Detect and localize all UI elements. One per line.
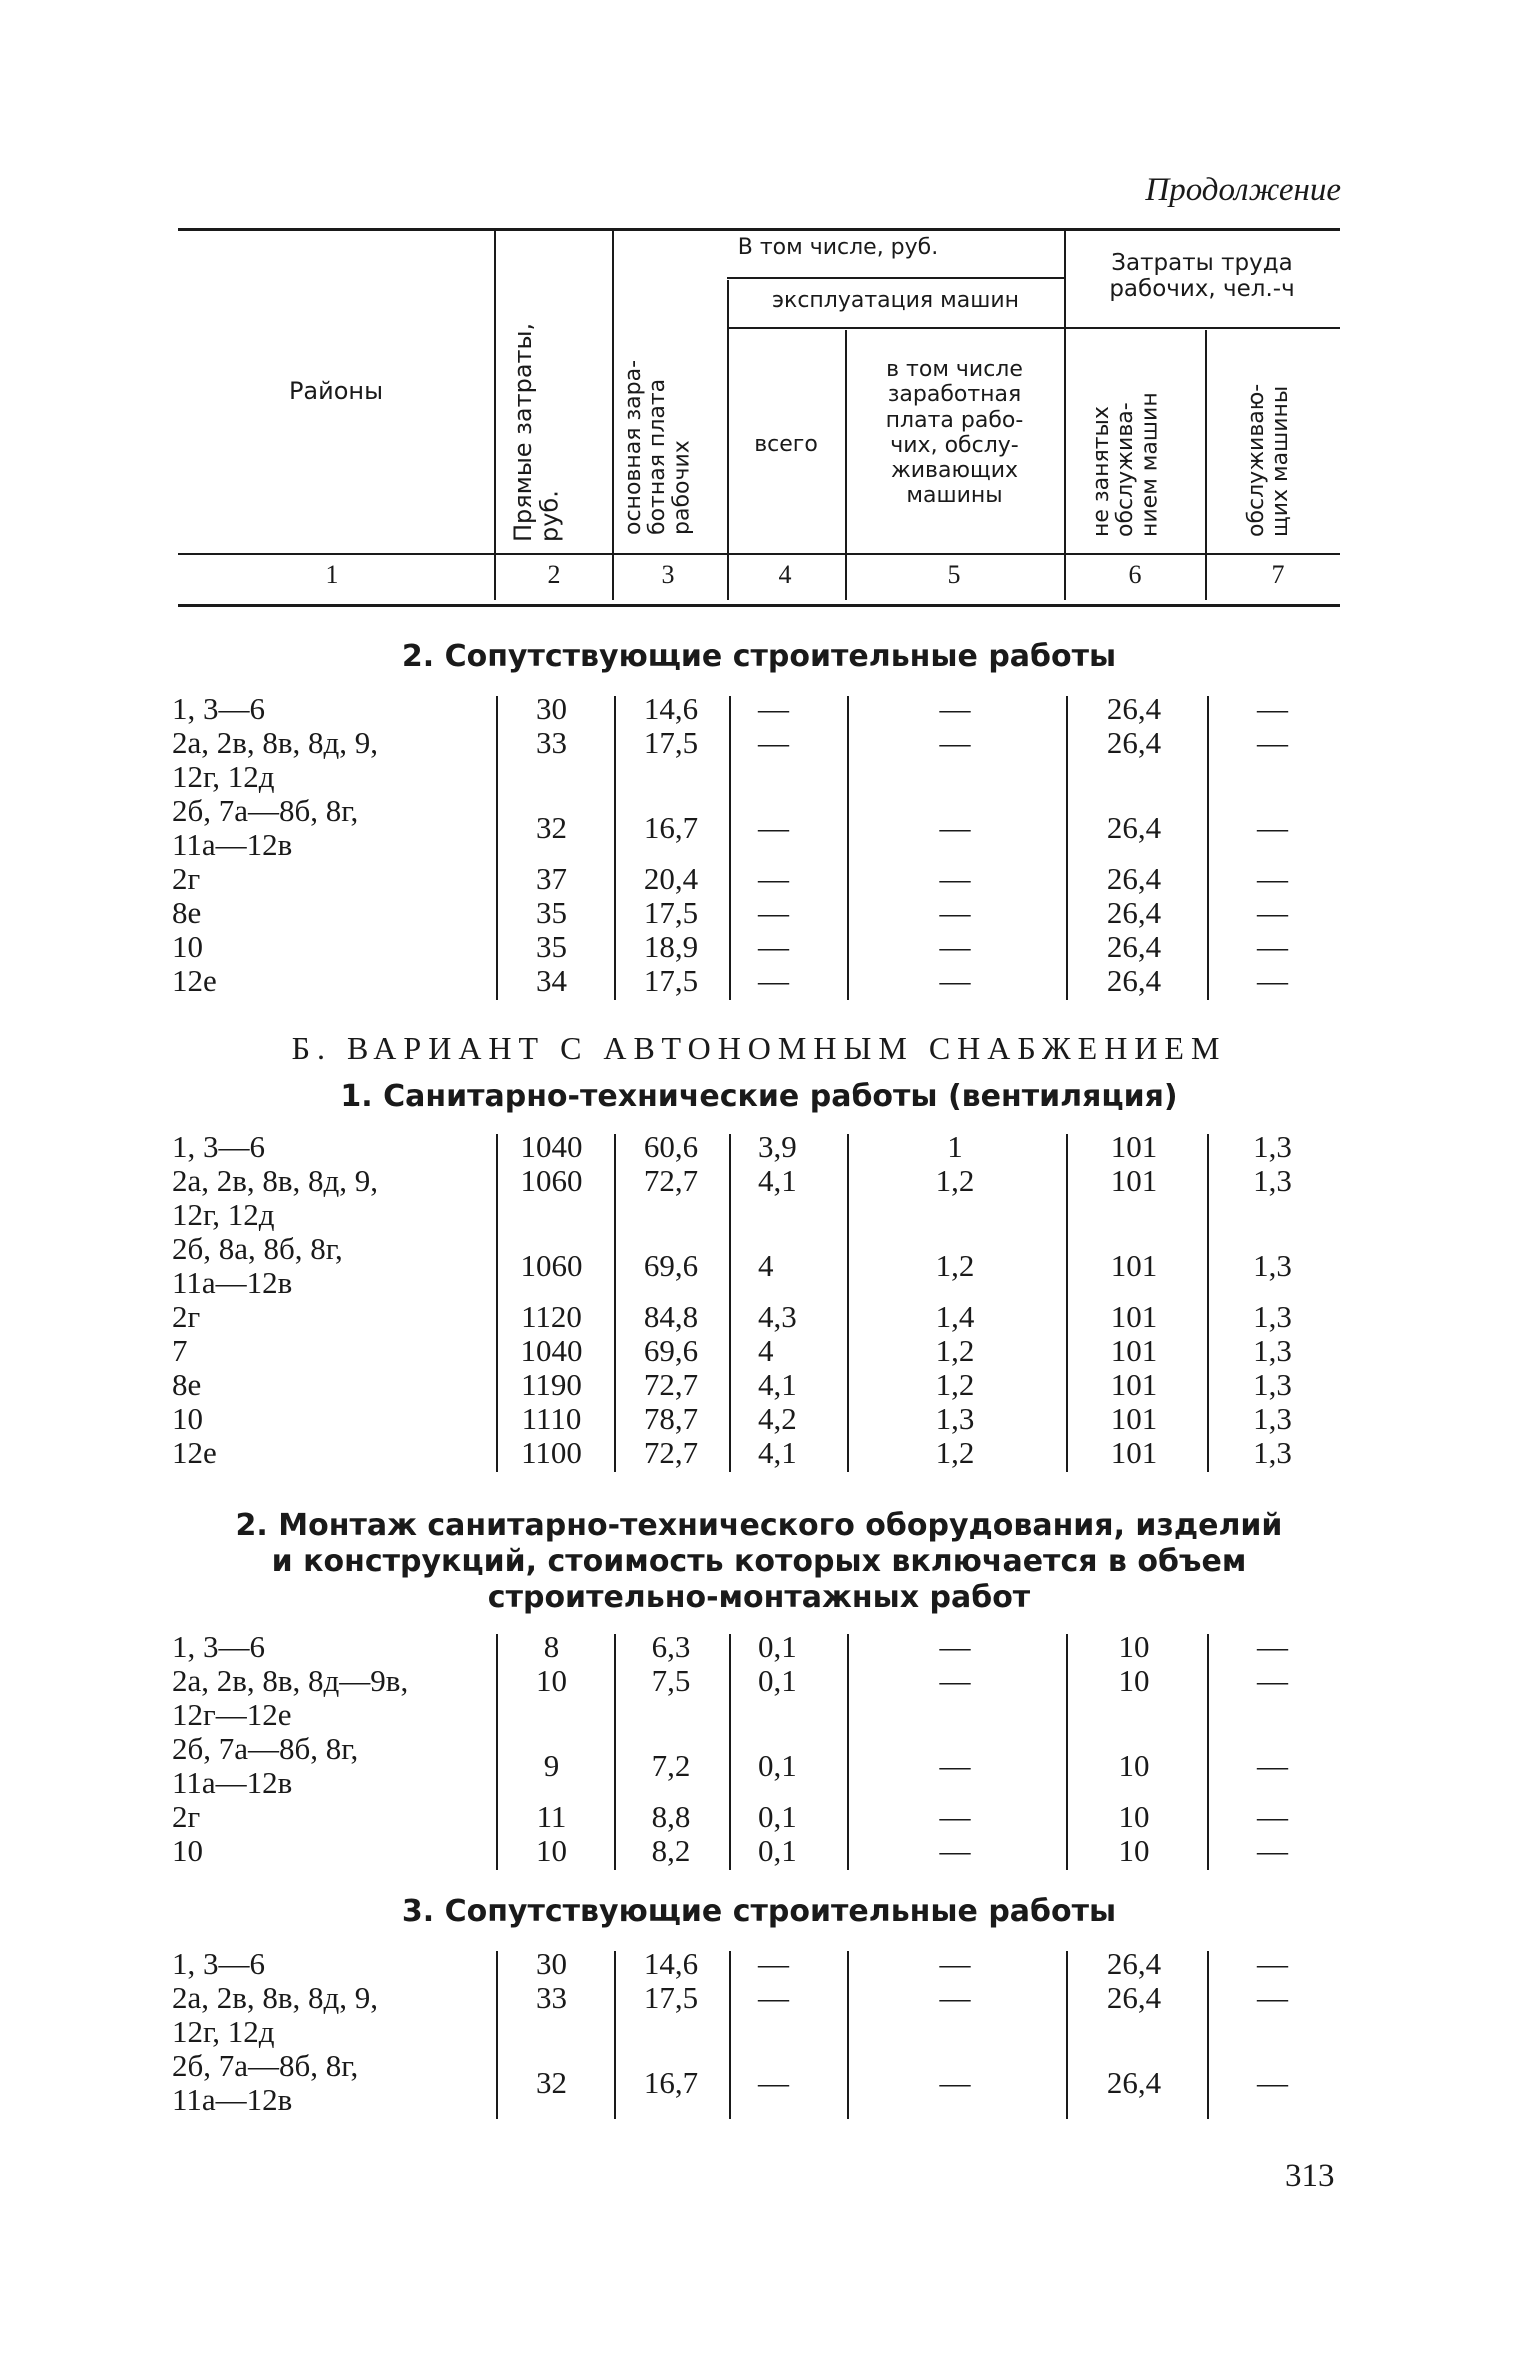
value-cell-c4: 4,1 <box>758 1367 797 1402</box>
value-cell-c4: — <box>758 810 789 845</box>
header-wages: основная зара- ботная плата рабочих <box>621 359 695 535</box>
value-cell-c5: 1,4 <box>935 1299 975 1334</box>
value-cell-c2: 35 <box>536 895 567 930</box>
value-cell-c3: 17,5 <box>643 1980 699 2015</box>
value-cell-c2: 1060 <box>520 1248 583 1283</box>
value-cell-c6: 26,4 <box>1106 929 1162 964</box>
value-cell-c3: 18,9 <box>643 929 699 964</box>
value-cell-c5: — <box>939 691 971 726</box>
value-cell-c7: — <box>1257 963 1288 998</box>
value-cell-c6: 101 <box>1110 1333 1158 1368</box>
value-cell-c4: — <box>758 963 789 998</box>
header-machine-serving: обслуживаю- щих машины <box>1244 383 1294 537</box>
value-cell-c6: 26,4 <box>1106 810 1162 845</box>
value-cell-c3: 16,7 <box>643 2065 699 2100</box>
region-cell: 2г <box>172 1299 201 1334</box>
value-cell-c3: 14,6 <box>643 691 699 726</box>
value-cell-c2: 37 <box>536 861 567 896</box>
value-cell-c6: 26,4 <box>1106 963 1162 998</box>
region-cell: 12г, 12д <box>172 759 275 794</box>
value-cell-c2: 11 <box>536 1799 567 1834</box>
value-cell-c5: — <box>939 1629 971 1664</box>
value-cell-c2: 8 <box>543 1629 560 1664</box>
region-cell: 2б, 8а, 8б, 8г, <box>172 1231 343 1266</box>
value-cell-c4: 0,1 <box>758 1748 797 1783</box>
region-cell: 2а, 2в, 8в, 8д, 9, <box>172 1163 379 1198</box>
value-cell-c5: — <box>939 929 971 964</box>
value-cell-c2: 1190 <box>521 1367 582 1402</box>
column-divider <box>847 1134 849 1472</box>
value-cell-c7: — <box>1257 1980 1288 2015</box>
value-cell-c5: 1,3 <box>935 1401 975 1436</box>
continuation-label: Продолжение <box>1145 172 1341 208</box>
column-divider <box>847 1951 849 2119</box>
region-cell: 12г, 12д <box>172 1197 275 1232</box>
value-cell-c3: 16,7 <box>643 810 699 845</box>
value-cell-c5: — <box>939 1946 971 1981</box>
value-cell-c6: 10 <box>1118 1799 1150 1834</box>
value-cell-c6: 101 <box>1110 1367 1158 1402</box>
value-cell-c7: 1,3 <box>1253 1299 1292 1334</box>
value-cell-c2: 34 <box>536 963 567 998</box>
value-cell-c6: 26,4 <box>1106 725 1162 760</box>
region-cell: 1, 3—6 <box>172 1629 265 1664</box>
value-cell-c5: — <box>939 810 971 845</box>
region-cell: 2г <box>172 1799 201 1834</box>
value-cell-c7: — <box>1257 810 1288 845</box>
section-title: 2. Монтаж санитарно-технического оборудования, изделий <box>235 1508 1283 1543</box>
region-cell: 11а—12в <box>172 1765 293 1800</box>
header-total: всего <box>754 432 818 457</box>
value-cell-c7: — <box>1257 1833 1288 1868</box>
value-cell-c6: 26,4 <box>1106 861 1162 896</box>
region-cell: 2а, 2в, 8в, 8д—9в, <box>172 1663 409 1698</box>
value-cell-c7: — <box>1257 1663 1288 1698</box>
region-cell: 12г, 12д <box>172 2014 275 2049</box>
value-cell-c3: 69,6 <box>643 1333 699 1368</box>
region-cell: 12е <box>172 1435 217 1470</box>
value-cell-c6: 26,4 <box>1106 1946 1162 1981</box>
value-cell-c7: — <box>1257 1748 1288 1783</box>
value-cell-c5: 1,2 <box>935 1367 975 1402</box>
value-cell-c6: 10 <box>1118 1629 1150 1664</box>
value-cell-c6: 101 <box>1110 1248 1158 1283</box>
region-cell: 11а—12в <box>172 1265 293 1300</box>
column-number: 4 <box>778 560 792 589</box>
region-cell: 10 <box>172 1833 203 1868</box>
value-cell-c3: 78,7 <box>643 1401 699 1436</box>
region-cell: 12е <box>172 963 217 998</box>
value-cell-c7: 1,3 <box>1253 1333 1292 1368</box>
value-cell-c6: 101 <box>1110 1163 1158 1198</box>
header-divider <box>1205 330 1207 600</box>
value-cell-c2: 10 <box>536 1833 567 1868</box>
value-cell-c2: 32 <box>536 2065 567 2100</box>
value-cell-c7: — <box>1257 1946 1288 1981</box>
section-title: строительно-монтажных работ <box>487 1580 1031 1615</box>
value-cell-c2: 33 <box>536 725 567 760</box>
value-cell-c7: — <box>1257 1799 1288 1834</box>
value-cell-c5: — <box>939 1833 971 1868</box>
region-cell: 12г—12е <box>172 1697 292 1732</box>
value-cell-c5: — <box>939 1748 971 1783</box>
value-cell-c4: 0,1 <box>758 1629 797 1664</box>
header-machine-operation: эксплуатация машин <box>771 288 1020 313</box>
value-cell-c6: 10 <box>1118 1663 1150 1698</box>
value-cell-c2: 33 <box>536 1980 567 2015</box>
value-cell-c2: 1060 <box>520 1163 583 1198</box>
value-cell-c7: — <box>1257 1629 1288 1664</box>
value-cell-c3: 7,5 <box>651 1663 691 1698</box>
section-title: 1. Санитарно-технические работы (вентиляция) <box>340 1079 1178 1114</box>
value-cell-c5: — <box>939 1799 971 1834</box>
value-cell-c2: 1040 <box>520 1129 583 1164</box>
column-divider <box>847 1634 849 1870</box>
value-cell-c5: 1,2 <box>935 1163 975 1198</box>
value-cell-c2: 30 <box>536 1946 567 1981</box>
value-cell-c6: 101 <box>1110 1401 1158 1436</box>
variant-title: Б. ВАРИАНТ С АВТОНОМНЫМ СНАБЖЕНИЕМ <box>291 1030 1227 1066</box>
header-number-rule <box>178 604 1340 607</box>
column-divider <box>1207 1634 1209 1870</box>
value-cell-c7: 1,3 <box>1253 1401 1292 1436</box>
region-cell: 1, 3—6 <box>172 1946 265 1981</box>
column-number: 7 <box>1271 560 1285 589</box>
region-cell: 2б, 7а—8б, 8г, <box>172 1731 359 1766</box>
value-cell-c5: 1,2 <box>935 1248 975 1283</box>
value-cell-c3: 6,3 <box>651 1629 691 1664</box>
value-cell-c6: 10 <box>1118 1833 1150 1868</box>
header-labor: Затраты труда рабочих, чел.-ч <box>1109 250 1295 303</box>
value-cell-c3: 8,2 <box>651 1833 691 1868</box>
value-cell-c3: 72,7 <box>643 1435 699 1470</box>
column-number: 3 <box>661 560 675 589</box>
value-cell-c4: — <box>758 2065 789 2100</box>
value-cell-c7: — <box>1257 2065 1288 2100</box>
value-cell-c6: 101 <box>1110 1435 1158 1470</box>
value-cell-c4: 4,1 <box>758 1435 797 1470</box>
table-top-rule <box>178 228 1340 231</box>
value-cell-c6: 10 <box>1118 1748 1150 1783</box>
region-cell: 2а, 2в, 8в, 8д, 9, <box>172 725 379 760</box>
region-cell: 10 <box>172 1401 203 1436</box>
value-cell-c7: 1,3 <box>1253 1163 1292 1198</box>
column-number: 1 <box>325 560 339 589</box>
value-cell-c4: — <box>758 1980 789 2015</box>
value-cell-c5: 1,2 <box>935 1333 975 1368</box>
value-cell-c4: — <box>758 691 789 726</box>
column-divider <box>729 696 731 1000</box>
value-cell-c6: 101 <box>1110 1129 1158 1164</box>
value-cell-c3: 17,5 <box>643 725 699 760</box>
value-cell-c5: — <box>939 725 971 760</box>
value-cell-c6: 26,4 <box>1106 895 1162 930</box>
value-cell-c3: 72,7 <box>643 1163 699 1198</box>
value-cell-c4: 4 <box>758 1333 774 1368</box>
value-cell-c3: 20,4 <box>643 861 699 896</box>
value-cell-c3: 69,6 <box>643 1248 699 1283</box>
value-cell-c4: 4 <box>758 1248 774 1283</box>
column-divider <box>847 696 849 1000</box>
column-number: 5 <box>947 560 961 589</box>
region-cell: 8е <box>172 1367 202 1402</box>
value-cell-c7: — <box>1257 895 1288 930</box>
page-number: 313 <box>1285 2158 1335 2194</box>
value-cell-c4: 4,3 <box>758 1299 797 1334</box>
region-cell: 2г <box>172 861 201 896</box>
value-cell-c5: — <box>939 1663 971 1698</box>
section-title: 2. Сопутствующие строительные работы <box>401 639 1117 674</box>
value-cell-c3: 17,5 <box>643 895 699 930</box>
header-regions: Районы <box>288 377 384 405</box>
column-divider <box>1207 1134 1209 1472</box>
section-title: и конструкций, стоимость которых включается в объем <box>271 1544 1247 1579</box>
column-divider <box>614 1634 616 1870</box>
value-cell-c4: 0,1 <box>758 1663 797 1698</box>
value-cell-c2: 1100 <box>521 1435 582 1470</box>
value-cell-c2: 9 <box>543 1748 560 1783</box>
value-cell-c5: — <box>939 861 971 896</box>
value-cell-c3: 7,2 <box>651 1748 691 1783</box>
region-cell: 7 <box>172 1333 188 1368</box>
column-divider <box>1207 696 1209 1000</box>
value-cell-c4: 4,2 <box>758 1401 797 1436</box>
value-cell-c4: — <box>758 895 789 930</box>
value-cell-c6: 26,4 <box>1106 1980 1162 2015</box>
value-cell-c5: — <box>939 2065 971 2100</box>
region-cell: 2б, 7а—8б, 8г, <box>172 793 359 828</box>
region-cell: 11а—12в <box>172 827 293 862</box>
region-cell: 11а—12в <box>172 2082 293 2117</box>
value-cell-c4: — <box>758 1946 789 1981</box>
region-cell: 1, 3—6 <box>172 691 265 726</box>
value-cell-c5: 1 <box>947 1129 963 1164</box>
column-number: 2 <box>547 560 561 589</box>
section-title: 3. Сопутствующие строительные работы <box>401 1894 1117 1929</box>
value-cell-c7: 1,3 <box>1253 1248 1292 1283</box>
region-cell: 1, 3—6 <box>172 1129 265 1164</box>
value-cell-c4: 0,1 <box>758 1833 797 1868</box>
region-cell: 10 <box>172 929 203 964</box>
value-cell-c4: 0,1 <box>758 1799 797 1834</box>
value-cell-c2: 1110 <box>521 1401 582 1436</box>
value-cell-c7: — <box>1257 861 1288 896</box>
value-cell-c4: 4,1 <box>758 1163 797 1198</box>
column-divider <box>614 1134 616 1472</box>
value-cell-c6: 26,4 <box>1106 691 1162 726</box>
header-including: В том числе, руб. <box>737 235 939 260</box>
value-cell-c7: — <box>1257 691 1288 726</box>
value-cell-c7: 1,3 <box>1253 1367 1292 1402</box>
region-cell: 2б, 7а—8б, 8г, <box>172 2048 359 2083</box>
value-cell-c6: 26,4 <box>1106 2065 1162 2100</box>
column-divider <box>729 1634 731 1870</box>
value-cell-c3: 72,7 <box>643 1367 699 1402</box>
value-cell-c2: 35 <box>536 929 567 964</box>
value-cell-c3: 84,8 <box>643 1299 699 1334</box>
header-bottom-rule <box>178 553 1340 555</box>
column-number: 6 <box>1128 560 1142 589</box>
header-direct-costs: Прямые затраты, руб. <box>509 322 564 542</box>
column-divider <box>614 1951 616 2119</box>
value-cell-c5: — <box>939 963 971 998</box>
value-cell-c7: 1,3 <box>1253 1129 1292 1164</box>
value-cell-c2: 1120 <box>521 1299 582 1334</box>
header-not-machine: не занятых обслужива- нием машин <box>1089 392 1163 537</box>
value-cell-c3: 60,6 <box>643 1129 699 1164</box>
region-cell: 2а, 2в, 8в, 8д, 9, <box>172 1980 379 2015</box>
column-divider <box>729 1134 731 1472</box>
value-cell-c4: 3,9 <box>758 1129 797 1164</box>
column-divider <box>1207 1951 1209 2119</box>
header-subrule <box>1064 327 1340 329</box>
value-cell-c7: 1,3 <box>1253 1435 1292 1470</box>
value-cell-c5: — <box>939 1980 971 2015</box>
value-cell-c4: — <box>758 725 789 760</box>
header-divider <box>494 230 496 600</box>
column-divider <box>729 1951 731 2119</box>
value-cell-c3: 14,6 <box>643 1946 699 1981</box>
value-cell-c2: 30 <box>536 691 567 726</box>
value-cell-c2: 1040 <box>520 1333 583 1368</box>
header-subrule <box>727 327 1064 329</box>
value-cell-c5: 1,2 <box>935 1435 975 1470</box>
column-divider <box>614 696 616 1000</box>
region-cell: 8е <box>172 895 202 930</box>
value-cell-c5: — <box>939 895 971 930</box>
value-cell-c4: — <box>758 861 789 896</box>
value-cell-c4: — <box>758 929 789 964</box>
header-divider <box>612 230 614 600</box>
value-cell-c3: 17,5 <box>643 963 699 998</box>
header-subrule <box>727 277 1064 279</box>
value-cell-c7: — <box>1257 929 1288 964</box>
value-cell-c7: — <box>1257 725 1288 760</box>
value-cell-c6: 101 <box>1110 1299 1158 1334</box>
value-cell-c3: 8,8 <box>651 1799 691 1834</box>
value-cell-c2: 32 <box>536 810 567 845</box>
value-cell-c2: 10 <box>536 1663 567 1698</box>
header-machine-wages: в том числе заработная плата рабо- чих, обслу- живающих машины <box>885 357 1024 509</box>
